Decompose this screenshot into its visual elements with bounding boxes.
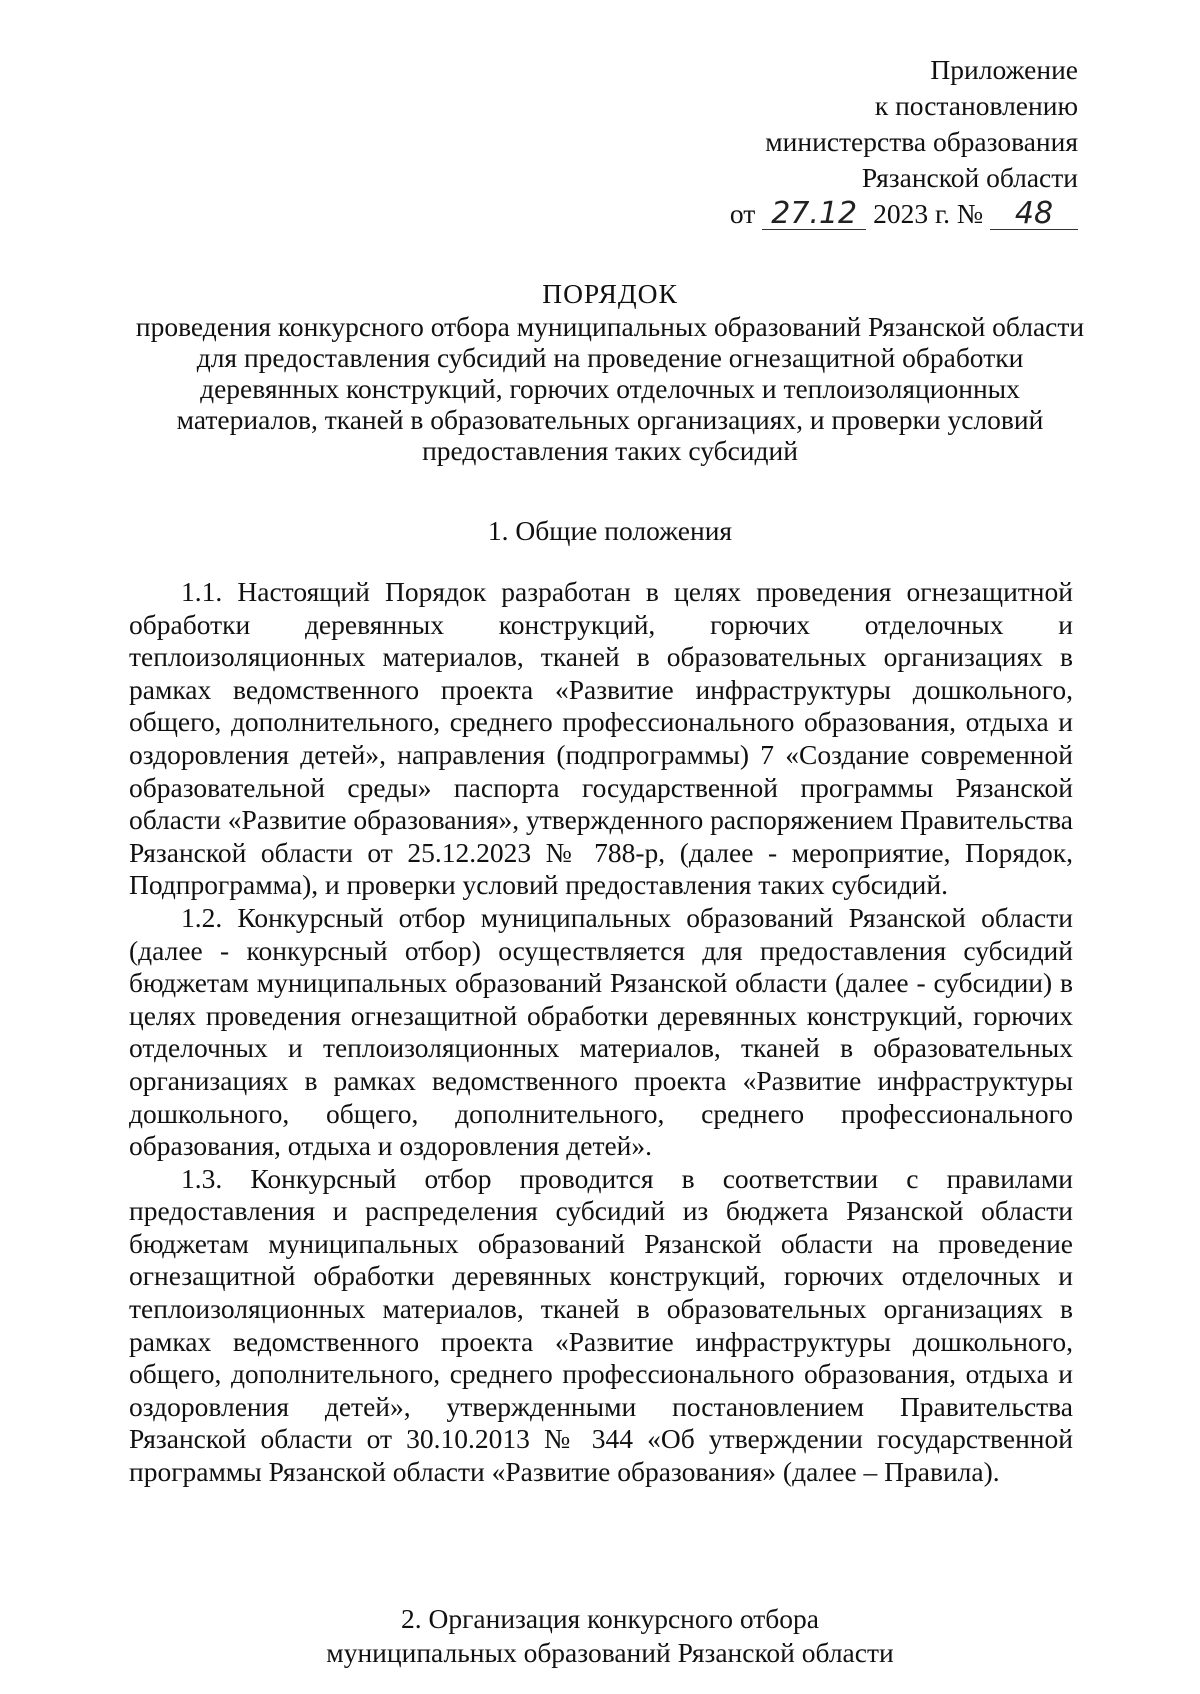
appendix-line-3: министерства образования [765, 126, 1078, 157]
title-subtitle: проведения конкурсного отбора муниципальных образований Рязанской области для предоставления субсидий на проведение огнезащитной обработки деревянных конструкций, горючих отделочных и теплоизоляционных материалов, тканей в образовательных организациях, и проверки условий предоставления таких субсидий [135, 311, 1085, 466]
section-1-body [129, 576, 1073, 1489]
appendix-date-line [730, 196, 1078, 232]
section-2-heading-line-2: муниципальных образований Рязанской области [326, 1637, 894, 1668]
paragraph-1-1: 1.1. Настоящий Порядок разработан в целях проведения огнезащитной обработки деревянных конструкций, горючих отделочных и теплоизоляционных материалов, тканей в образовательных организациях в рамках ведомственного проекта «Развитие инфраструктуры дошкольного, общего, дополнительного, среднего профессионального образования, отдыха и оздоровления детей», направления (подпрограммы) 7 «Создание современной образовательной среды» паспорта государственной программы Рязанской области «Развитие образования», утвержденного распоряжением Правительства Рязанской области от 25.12.2023 № 788-р, (далее - мероприятие, Порядок, Подпрограмма), и проверки условий предоставления таких субсидий. [129, 576, 1073, 901]
year-text: 2023 г. № [873, 198, 984, 229]
date-prefix: от [729, 198, 756, 229]
section-2-heading-line-1: 2. Организация конкурсного отбора [401, 1603, 819, 1634]
section-1-heading: 1. Общие положения [487, 515, 733, 546]
title-main: ПОРЯДОК [542, 278, 678, 309]
handwritten-date: 27.12 [762, 199, 866, 230]
section-2-heading [130, 1602, 1090, 1670]
appendix-line-2: к постановлению [874, 90, 1078, 121]
handwritten-number: 48 [990, 199, 1078, 230]
appendix-block [730, 52, 1078, 232]
document-title [130, 278, 1090, 466]
appendix-line-4: Рязанской области [861, 162, 1078, 193]
paragraph-1-3: 1.3. Конкурсный отбор проводится в соответствии с правилами предоставления и распределения субсидий из бюджета Рязанской области бюджетам муниципальных образований Рязанской области на проведение огнезащитной обработки деревянных конструкций, горючих отделочных и теплоизоляционных материалов, тканей в образовательных организациях в рамках ведомственного проекта «Развитие инфраструктуры дошкольного, общего, дополнительного, среднего профессионального образования, отдыха и оздоровления детей», утвержденными постановлением Правительства Рязанской области от 30.10.2013 № 344 «Об утверждении государственной программы Рязанской области «Развитие образования» (далее – Правила). [129, 1162, 1073, 1488]
paragraph-1-2: 1.2. Конкурсный отбор муниципальных образований Рязанской области (далее - конкурсный отбор) осуществляется для предоставления субсидий бюджетам муниципальных образований Рязанской области (далее - субсидии) в целях проведения огнезащитной обработки деревянных конструкций, горючих отделочных и теплоизоляционных материалов, тканей в образовательных организациях в рамках ведомственного проекта «Развитие инфраструктуры дошкольного, общего, дополнительного, среднего профессионального образования, отдыха и оздоровления детей». [129, 901, 1073, 1162]
appendix-line-1: Приложение [930, 54, 1078, 85]
